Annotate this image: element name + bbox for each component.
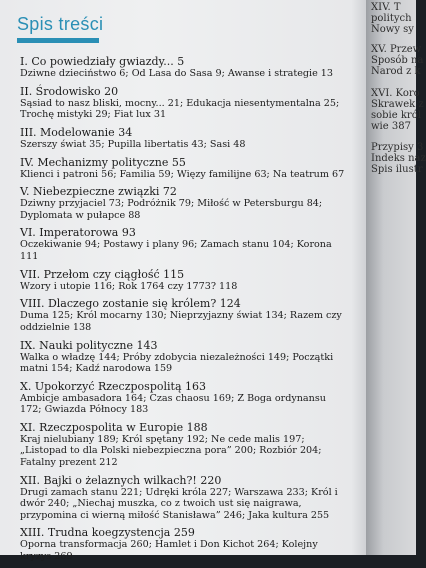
section-list: Duma 125; Król mocarny 130; Nieprzyjazny świat 134; Razem czy oddzielnie 138 (20, 310, 342, 333)
chapter-heading: III. Modelowanie 34 (20, 125, 133, 139)
table-of-contents (20, 56, 347, 568)
section-list: Klienci i patroni 56; Familia 59; Więzy familijne 63; Na teatrum 67 (20, 168, 345, 180)
chapter-heading: XIII. Trudna koegzystencja 259 (20, 526, 195, 540)
section-list: Drugi zamach stanu 221; Udręki króla 227; Warszawa 233; Król i dwór 240; „Niechaj muszka, co z twoich ust się naigrawa, przypomina ci wierną miłość Stanisława” 246; Jaka kultura 255 (20, 486, 338, 521)
section-list: Dziwny przyjaciel 73; Podróżnik 79; Miłość w Petersburgu 84; Dyplomata w pułapce 88 (20, 198, 323, 221)
right-page-fragment: Indeks naz (371, 153, 426, 164)
chapter-heading: II. Środowisko 20 (20, 84, 119, 98)
section-list: Szerszy świat 35; Pupilla libertatis 43; Sasi 48 (20, 138, 246, 150)
section-list: Kraj nielubiany 189; Król spętany 192; Ne cede malis 197; „Listopad to dla Polski niebezpieczna pora” 200; Rozbiór 204; Fatalny prezent 212 (20, 433, 322, 468)
chapter-heading: IX. Nauki polityczne 143 (20, 338, 158, 352)
section-list: Ambicje ambasadora 164; Czas chaosu 169; Z Boga ordynansu 172; Gwiazda Północy 183 (20, 392, 326, 416)
right-page-fragment: Skrawek z (371, 99, 424, 110)
right-page-fragment: wie 387 (371, 121, 411, 132)
chapter-heading: IV. Mechanizmy polityczne 55 (20, 155, 186, 169)
section-list: Wzory i utopie 116; Rok 1764 czy 1773? 118 (20, 280, 238, 292)
page-title: Spis treści (17, 14, 104, 34)
chapter-heading: VIII. Dlaczego zostanie się królem? 124 (20, 297, 241, 311)
section-list: Oczekiwanie 94; Postawy i plany 96; Zamach stanu 104; Korona 111 (20, 239, 332, 262)
right-page-fragment: politych (371, 13, 412, 24)
section-list: Walka o władzę 144; Próby zdobycia niezależności 149; Początki matni 154; Kadź narodowa 159 (20, 351, 334, 374)
toc-entry (20, 381, 347, 416)
chapter-heading: X. Upokorzyć Rzeczpospolitą 163 (20, 379, 206, 393)
right-page-fragment: sobie król (371, 110, 421, 121)
right-page-fragment: XVI. Koro (371, 88, 420, 99)
right-page-fragment: Nowy sy (371, 24, 414, 35)
toc-entry (20, 227, 347, 262)
toc-entry (20, 475, 347, 522)
section-list: Dziwne dzieciństwo 6; Od Lasa do Sasa 9; Awanse i strategie 13 (20, 68, 334, 79)
right-page-fragment: Spis ilustr (371, 164, 423, 175)
right-page-fragment: XV. Przew (371, 44, 422, 55)
right-page-fragment: Narod z k (371, 66, 421, 77)
right-page-fragment: Przypisy 3 (371, 142, 424, 153)
right-page-fragment: Sposób na (371, 55, 424, 66)
chapter-heading: XII. Bajki o żelaznych wilkach?! 220 (20, 473, 222, 487)
section-list: Oporna transformacja 260; Hamlet i Don Kichot 264; Kolejny kryzys 269 (20, 539, 318, 562)
toc-entry (20, 186, 347, 221)
chapter-heading: V. Niebezpieczne związki 72 (20, 185, 177, 199)
toc-entry (20, 157, 347, 181)
chapter-heading: I. Co powiedziały gwiazdy... 5 (20, 55, 185, 68)
toc-entry (20, 86, 347, 121)
toc-entry (20, 340, 347, 375)
toc-entry (20, 127, 347, 151)
chapter-heading: XI. Rzeczpospolita w Europie 188 (20, 420, 208, 434)
toc-entry (20, 298, 347, 333)
toc-entry (20, 269, 347, 293)
right-page-edge (366, 0, 426, 555)
section-list: Sąsiad to nasz bliski, mocny... 21; Edukacja niesentymentalna 25; Trochę mistyki 29; Fiat lux 31 (20, 97, 340, 121)
toc-entry (20, 56, 347, 80)
title-underline (17, 38, 99, 43)
toc-entry (20, 527, 347, 562)
chapter-heading: VII. Przełom czy ciągłość 115 (20, 267, 185, 281)
chapter-heading: VI. Imperatorowa 93 (20, 226, 136, 240)
right-page-fragment: XIV. T (371, 2, 401, 13)
toc-entry (20, 422, 347, 469)
